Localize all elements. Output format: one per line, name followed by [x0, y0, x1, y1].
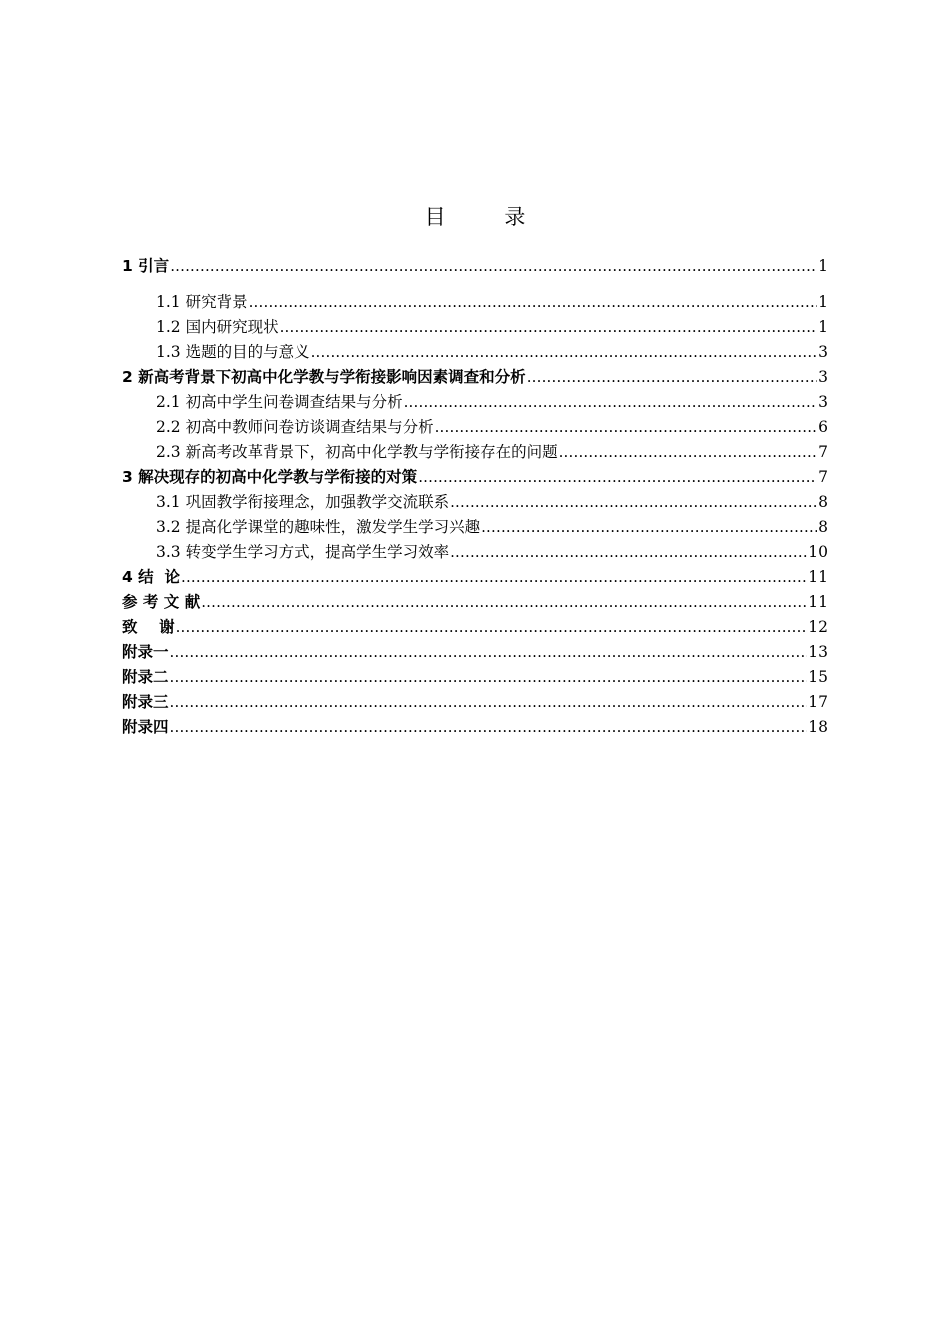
toc-entry-page: 7: [818, 443, 828, 461]
toc-entry-page: 3: [818, 343, 828, 361]
toc-entry[interactable]: [122, 390, 828, 415]
table-of-contents: [122, 254, 828, 740]
toc-leader-dots: [481, 515, 817, 540]
toc-entry-label: 3.1 巩固教学衔接理念，加强教学交流联系: [156, 493, 450, 511]
toc-title: 目 录: [424, 205, 552, 229]
toc-entry-page: 1: [818, 293, 828, 311]
toc-leader-dots: [170, 715, 808, 740]
toc-entry-label: 1.3 选题的目的与意义: [156, 343, 310, 361]
toc-entry-page: 1: [818, 318, 828, 336]
toc-entry[interactable]: [122, 340, 828, 365]
toc-entry-page: 12: [808, 618, 828, 636]
toc-leader-dots: [170, 640, 808, 665]
toc-entry-label: 1.1 研究背景: [156, 293, 248, 311]
toc-leader-dots: [418, 465, 817, 490]
toc-entry-label: 2.1 初高中学生问卷调查结果与分析: [156, 393, 403, 411]
toc-entry-page: 6: [818, 418, 828, 436]
toc-leader-dots: [170, 665, 808, 690]
toc-entry-label: 3.2 提高化学课堂的趣味性，激发学生学习兴趣: [156, 518, 481, 536]
toc-entry-page: 17: [808, 693, 828, 711]
toc-entry[interactable]: [122, 415, 828, 440]
toc-leader-dots: [450, 540, 807, 565]
toc-entry-label: 参 考 文 献: [122, 593, 201, 611]
toc-entry[interactable]: [122, 690, 828, 715]
toc-entry[interactable]: [122, 565, 828, 590]
toc-entry-page: 11: [808, 593, 828, 611]
toc-entry-label: 附录一: [122, 643, 169, 661]
toc-entry-label: 3.3 转变学生学习方式，提高学生学习效率: [156, 543, 450, 561]
toc-entry-label: 2.3 新高考改革背景下，初高中化学教与学衔接存在的问题: [156, 443, 558, 461]
toc-leader-dots: [176, 615, 808, 640]
toc-leader-dots: [435, 415, 818, 440]
toc-entry-label: 1.2 国内研究现状: [156, 318, 279, 336]
toc-leader-dots: [311, 340, 818, 365]
toc-entry-page: 3: [818, 393, 828, 411]
toc-entry-page: 7: [818, 468, 828, 486]
toc-entry-label: 2.2 初高中教师问卷访谈调查结果与分析: [156, 418, 434, 436]
toc-entry-label: 附录四: [122, 718, 169, 736]
toc-entry-page: 3: [818, 368, 828, 386]
toc-entry[interactable]: [122, 540, 828, 565]
toc-entry-label: 致 谢: [122, 618, 175, 636]
toc-leader-dots: [559, 440, 818, 465]
toc-entry-page: 11: [808, 568, 828, 586]
toc-entry-label: 1 引言: [122, 257, 170, 275]
toc-entry-label: 附录三: [122, 693, 169, 711]
toc-entry[interactable]: [122, 615, 828, 640]
toc-leader-dots: [527, 365, 817, 390]
toc-entry[interactable]: [122, 640, 828, 665]
toc-entry-page: 18: [808, 718, 828, 736]
toc-entry-page: 8: [818, 493, 828, 511]
toc-entry-page: 8: [818, 518, 828, 536]
toc-entry[interactable]: [122, 590, 828, 615]
toc-leader-dots: [249, 290, 818, 315]
toc-entry[interactable]: [122, 715, 828, 740]
toc-entry[interactable]: [122, 440, 828, 465]
toc-leader-dots: [170, 254, 817, 279]
toc-entry-label: 4 结 论: [122, 568, 180, 586]
toc-entry[interactable]: [122, 290, 828, 315]
toc-entry-label: 2 新高考背景下初高中化学教与学衔接影响因素调查和分析: [122, 368, 526, 386]
toc-entry[interactable]: [122, 515, 828, 540]
toc-leader-dots: [280, 315, 818, 340]
toc-leader-dots: [201, 590, 807, 615]
toc-entry[interactable]: [122, 665, 828, 690]
toc-entry-label: 3 解决现存的初高中化学教与学衔接的对策: [122, 468, 418, 486]
toc-entry-page: 10: [808, 543, 828, 561]
toc-entry[interactable]: [122, 490, 828, 515]
toc-entry-page: 1: [818, 257, 828, 275]
toc-leader-dots: [170, 690, 808, 715]
toc-entry-label: 附录二: [122, 668, 169, 686]
toc-leader-dots: [450, 490, 817, 515]
toc-leader-dots: [404, 390, 818, 415]
toc-entry[interactable]: [122, 365, 828, 390]
toc-entry-page: 15: [808, 668, 828, 686]
toc-leader-dots: [181, 565, 807, 590]
toc-entry[interactable]: [122, 254, 828, 279]
toc-entry[interactable]: [122, 465, 828, 490]
toc-entry-page: 13: [808, 643, 828, 661]
toc-entry[interactable]: [122, 315, 828, 340]
